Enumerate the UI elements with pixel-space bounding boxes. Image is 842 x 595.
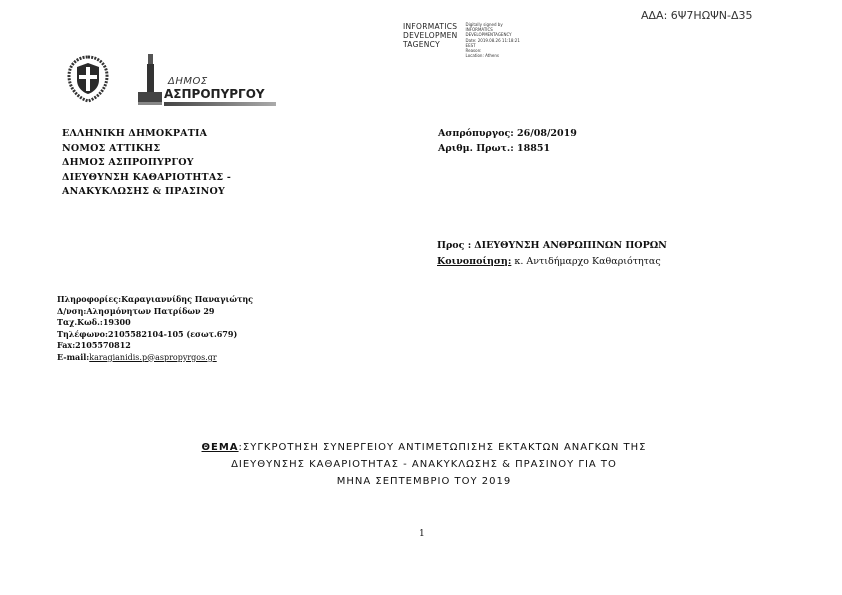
document-date: Ασπρόπυργος: 26/08/2019 xyxy=(438,128,577,139)
protocol-number: Αριθμ. Πρωτ.: 18851 xyxy=(438,142,551,154)
email-link[interactable]: karagianidis.p@aspropyrgos.gr xyxy=(89,352,217,362)
subject-line-2: ΔΙΕΥΘΥΝΣΗΣ ΚΑΘΑΡΙΟΤΗΤΑΣ - ΑΝΑΚΥΚΛΩΣΗΣ & ΠΡΑΣΙΝΟΥ ΓΙΑ ΤΟ xyxy=(231,459,617,470)
logo-underline xyxy=(164,102,276,106)
greek-emblem-icon xyxy=(64,54,112,108)
logo-text-dimos: ΔΗΜΟΣ xyxy=(168,76,208,87)
info-line: Τηλέφωνο:2105582104-105 (εσωτ.679) xyxy=(57,328,238,339)
signature-details: Digitally signed by INFORMATICS DEVELOPMENTAGENCY Date: 2019.08.26 11:18:21 EEST Reason: Location: Athens xyxy=(465,22,520,59)
page-number: 1 xyxy=(419,529,425,539)
authority-header: ΕΛΛΗΝΙΚΗ ΔΗΜΟΚΡΑΤΙΑ ΝΟΜΟΣ ΑΤΤΙΚΗΣ ΔΗΜΟΣ ΑΣΠΡΟΠΥΡΓΟΥ ΔΙΕΥΘΥΝΣΗ ΚΑΘΑΡΙΟΤΗΤΑΣ - ΑΝΑΚΥΚΛΩΣΗΣ & ΠΡΑΣΙΝΟΥ xyxy=(62,128,231,197)
subject-label: ΘΕΜΑ xyxy=(201,442,239,453)
info-line: Ταχ.Κωδ.:19300 xyxy=(57,317,131,327)
info-line: Fax:2105570812 xyxy=(57,340,131,350)
logo-text-aspropyrgos: ΑΣΠΡΟΠΥΡΓΟΥ xyxy=(164,87,265,101)
info-line: Πληροφορίες:Καραγιαννίδης Παναγιώτης xyxy=(57,294,254,304)
subject-line-3: ΜΗΝΑ ΣΕΠΤΕΜΒΡΙΟ ΤΟΥ 2019 xyxy=(336,476,512,487)
digital-signature xyxy=(403,22,520,58)
tower-icon xyxy=(138,52,162,106)
subject-line-1: :ΣΥΓΚΡΟΤΗΣΗ ΣΥΝΕΡΓΕΙΟΥ ΑΝΤΙΜΕΤΩΠΙΣΗΣ ΕΚΤΑΚΤΩΝ ΑΝΑΓΚΩΝ ΤΗΣ xyxy=(238,442,647,453)
document-meta xyxy=(438,127,577,156)
subject-block xyxy=(154,439,694,490)
recipient-cc: Κοινοποίηση: κ. Αντιδήμαρχο Καθαριότητας xyxy=(437,256,661,267)
contact-info xyxy=(57,294,253,363)
signature-name: INFORMATICS DEVELOPMEN TAGENCY xyxy=(403,22,458,49)
recipient-to: Προς : ΔΙΕΥΘΥΝΣΗ ΑΝΘΡΩΠΙΝΩΝ ΠΟΡΩΝ xyxy=(437,240,667,251)
info-line: Δ/νση:Αλησμόνητων Πατρίδων 29 xyxy=(57,305,215,316)
recipient-block xyxy=(437,238,667,270)
info-line: E-mail:karagianidis.p@aspropyrgos.gr xyxy=(57,351,217,362)
ada-code: ΑΔΑ: 6Ψ7ΗΩΨΝ-Δ35 xyxy=(641,9,753,22)
